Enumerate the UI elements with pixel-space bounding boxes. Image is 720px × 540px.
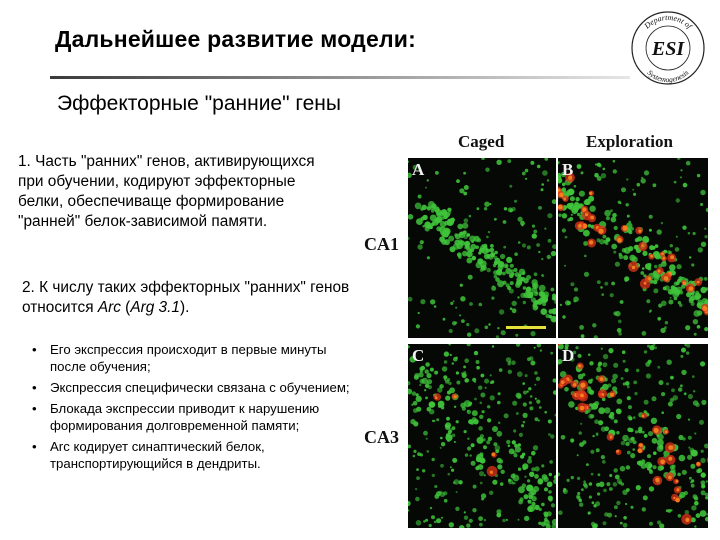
- logo-center-text: ESI: [651, 38, 685, 60]
- logo-bottom-text: Systemogenesis: [645, 68, 691, 85]
- bullet-item: [30, 379, 350, 396]
- bullet-icon: •: [32, 439, 37, 454]
- paragraph-2-text: 2. К числу таких эффекторных "ранних" генов относится: [22, 279, 350, 316]
- panel-letter-b: B: [562, 160, 574, 179]
- svg-text:Systemogenesis: [646, 68, 691, 84]
- panel-letter-d: D: [562, 346, 575, 365]
- column-label-exploration: Exploration: [586, 132, 673, 151]
- row-label-ca3: CA3: [364, 427, 399, 447]
- panel-letter-a: A: [412, 160, 425, 179]
- bullet-item: [30, 438, 350, 472]
- panel-letter-c: C: [412, 346, 425, 365]
- paragraph-2: [22, 278, 367, 318]
- bullet-text: Его экспрессия происходит в первые минуты после обучения;: [50, 342, 327, 374]
- bullet-text: Arc кодирует синаптический белок, транспортирующийся в дендриты.: [50, 439, 265, 471]
- gene-alias: Arg 3.1: [130, 299, 180, 316]
- bullet-icon: •: [32, 380, 37, 395]
- bullet-text: Блокада экспрессии приводит к нарушению формирования долговременной памяти;: [50, 401, 320, 433]
- paragraph-1: 1. Часть "ранних" генов, активирующихся при обучении, кодируют эффекторные белки, обеспечиваще формирование "ранней" белок-зависимой памяти.: [18, 153, 315, 230]
- paren-open: (: [120, 299, 131, 316]
- logo-top-text: Department of: [642, 12, 694, 31]
- bullet-list: [30, 341, 350, 476]
- panel-b-image: [558, 158, 708, 338]
- column-label-caged: Caged: [458, 132, 505, 151]
- slide-title: Дальнейшее развитие модели:: [55, 26, 416, 52]
- microscopy-figure: [360, 122, 712, 532]
- bullet-icon: •: [32, 342, 37, 357]
- department-logo: [628, 8, 708, 88]
- row-label-ca1: CA1: [364, 234, 399, 254]
- gene-name: Arc: [97, 299, 121, 316]
- panel-c-image: [408, 344, 556, 528]
- title-underline: [50, 76, 630, 79]
- bullet-text: Экспрессия специфически связана с обучением;: [50, 380, 350, 395]
- bullet-icon: •: [32, 401, 37, 416]
- panel-a-image: [408, 158, 556, 338]
- bullet-item: [30, 341, 350, 375]
- panel-d-image: [558, 344, 708, 528]
- bullet-item: [30, 400, 350, 434]
- scale-bar: [506, 326, 546, 329]
- paren-close: ).: [179, 299, 190, 316]
- svg-text:Department of: [642, 13, 695, 32]
- slide-subtitle: Эффекторные "ранние" гены: [57, 92, 341, 115]
